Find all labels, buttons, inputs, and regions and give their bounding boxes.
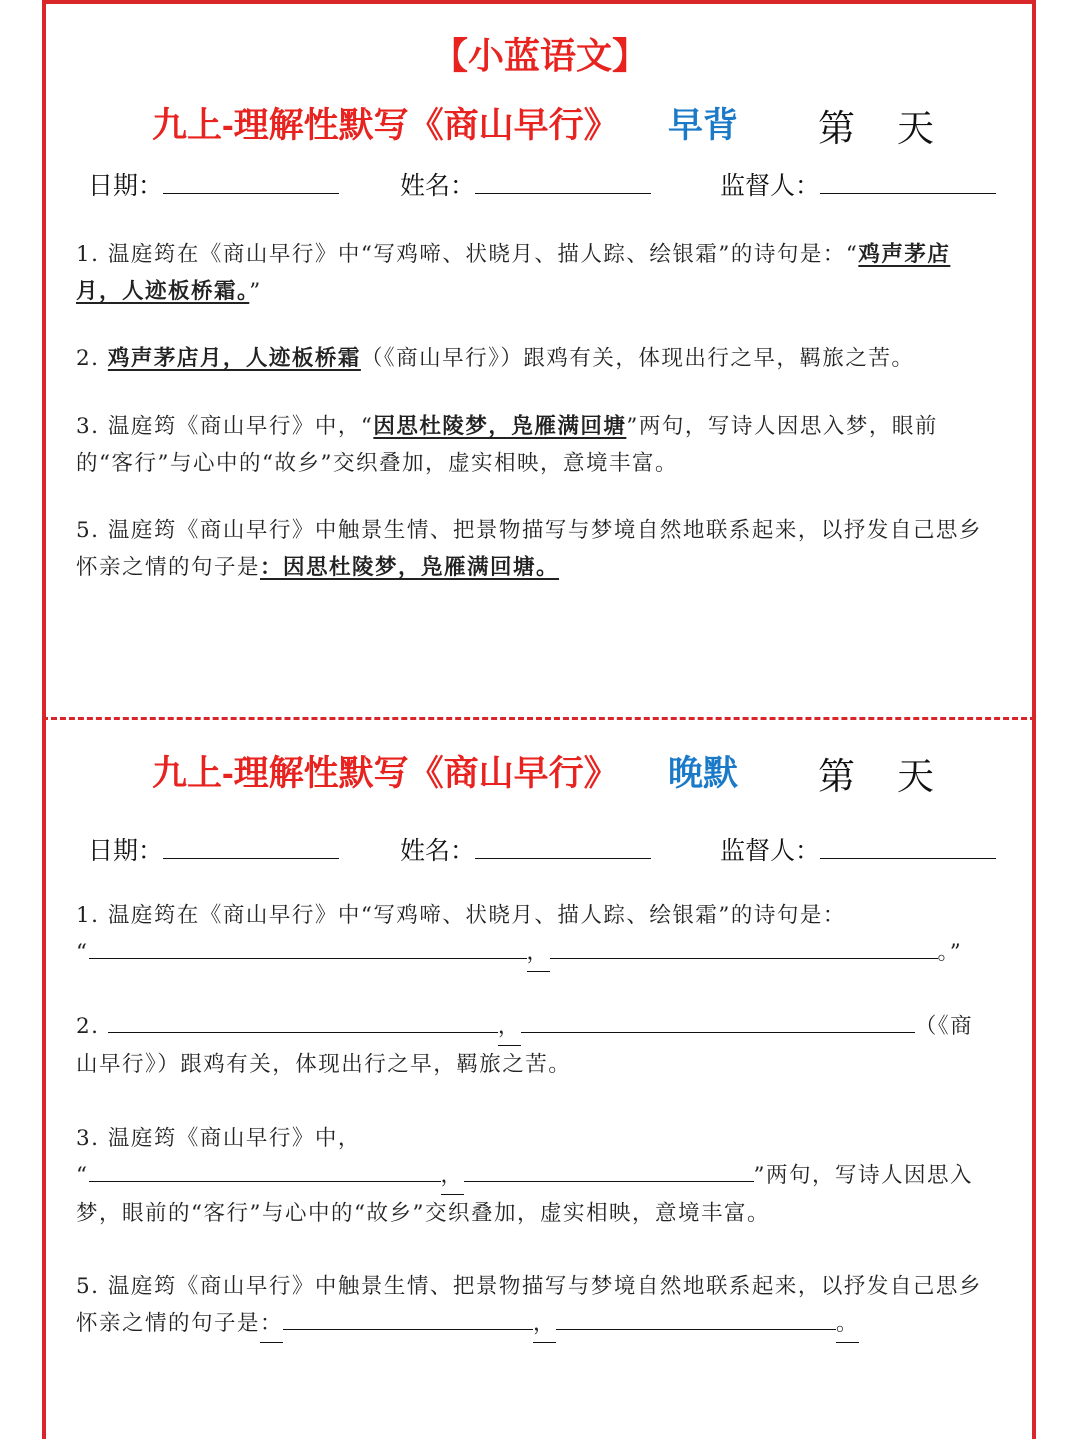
name-blank[interactable] [475, 169, 651, 194]
top-morning-tag: 早背 [668, 106, 739, 145]
supervisor-field[interactable] [720, 831, 996, 867]
name-label: 姓名： [400, 837, 476, 865]
blank-5b[interactable] [556, 1307, 836, 1330]
answer-5: ：因思杜陵梦，凫雁满回塘。 [260, 555, 560, 580]
name-field[interactable] [400, 166, 651, 202]
blank-2b[interactable] [521, 1010, 915, 1033]
bottom-info-row [0, 831, 1080, 871]
supervisor-field[interactable] [720, 166, 996, 202]
top-question-5: 5. 温庭筠《商山早行》中触景生情、把景物描写与梦境自然地联系起来，以抒发自己思乡怀亲之情的句子是：因思杜陵梦，凫雁满回塘。 [76, 518, 982, 580]
answer-3: 因思杜陵梦，凫雁满回塘 [373, 414, 627, 439]
supervisor-label: 监督人： [720, 837, 821, 865]
date-label: 日期： [88, 172, 164, 200]
bottom-title-row [0, 746, 1080, 796]
date-field[interactable] [88, 831, 339, 867]
date-blank[interactable] [163, 834, 339, 859]
brand-title: 【小蓝语文】 [431, 35, 648, 76]
supervisor-blank[interactable] [820, 169, 996, 194]
bottom-evening-tag: 晚默 [668, 754, 739, 793]
day-suffix: 天 [897, 756, 934, 797]
top-question-1: 1. 温庭筠在《商山早行》中“写鸡啼、状晓月、描人踪、绘银霜”的诗句是：“鸡声茅店月，人迹板桥霜。” [76, 242, 951, 304]
date-field[interactable] [88, 166, 339, 202]
date-label: 日期： [88, 837, 164, 865]
date-blank[interactable] [163, 169, 339, 194]
name-field[interactable] [400, 831, 651, 867]
bottom-question-1: 1. 温庭筠在《商山早行》中“写鸡啼、状晓月、描人踪、绘银霜”的诗句是： “ ， 。” [76, 897, 990, 972]
top-question-2: 2. 鸡声茅店月，人迹板桥霜（《商山早行》）跟鸡有关，体现出行之早，羁旅之苦。 [76, 346, 915, 371]
bottom-day-counter [818, 746, 934, 800]
name-label: 姓名： [400, 172, 476, 200]
section-divider [42, 717, 1036, 720]
day-prefix: 第 [818, 108, 855, 149]
blank-2a[interactable] [108, 1010, 498, 1033]
bottom-question-5: 5. 温庭筠《商山早行》中触景生情、把景物描写与梦境自然地联系起来，以抒发自己思乡怀亲之情的句子是： ， 。 [76, 1268, 990, 1343]
blank-1b[interactable] [550, 936, 938, 959]
top-question-3: 3. 温庭筠《商山早行》中，“因思杜陵梦，凫雁满回塘”两句，写诗人因思入梦，眼前的“客行”与心中的“故乡”交织叠加，虚实相映，意境丰富。 [76, 414, 938, 476]
name-blank[interactable] [475, 834, 651, 859]
bottom-worksheet-title: 九上-理解性默写《商山早行》 [152, 754, 619, 793]
top-info-row [0, 166, 1080, 206]
answer-2: 鸡声茅店月，人迹板桥霜 [107, 346, 361, 371]
top-day-counter [818, 98, 934, 152]
bottom-question-3: 3. 温庭筠《商山早行》中， “ ， ”两句，写诗人因思入梦，眼前的“客行”与心中的“故乡”交织叠加，虚实相映，意境丰富。 [76, 1126, 974, 1226]
blank-5a[interactable] [283, 1307, 533, 1330]
top-title-row [0, 98, 1080, 148]
supervisor-blank[interactable] [820, 834, 996, 859]
supervisor-label: 监督人： [720, 172, 821, 200]
blank-3a[interactable] [89, 1159, 441, 1182]
day-prefix: 第 [818, 756, 855, 797]
top-worksheet-title: 九上-理解性默写《商山早行》 [152, 106, 619, 145]
blank-1a[interactable] [89, 936, 527, 959]
day-suffix: 天 [897, 108, 934, 149]
blank-3b[interactable] [464, 1159, 754, 1182]
answer-1: 鸡声茅店月，人迹板桥霜。 [76, 242, 951, 304]
bottom-question-2: 2. ， （《商山早行》）跟鸡有关，体现出行之早，羁旅之苦。 [76, 1008, 990, 1083]
